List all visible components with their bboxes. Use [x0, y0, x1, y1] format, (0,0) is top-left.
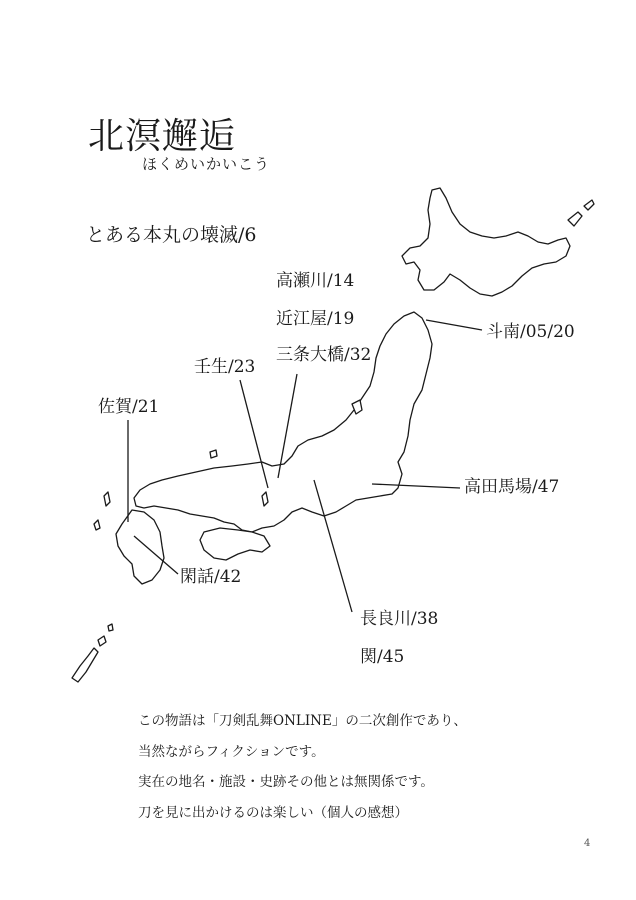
label-tonan: 斗南/05/20: [486, 322, 575, 342]
label-nagaragawa: 長良川/38: [360, 609, 439, 629]
label-takasegawa: 高瀬川/14: [276, 271, 355, 291]
page-number: 4: [584, 838, 591, 849]
disclaimer-line: 当然ながらフィクションです。: [138, 743, 325, 760]
title-reading: ほくめいかいこう: [142, 155, 271, 173]
label-omiya: 近江屋/19: [276, 309, 355, 329]
disclaimer-line: この物語は「刀剣乱舞ONLINE」の二次創作であり、: [138, 713, 467, 729]
disclaimer-line: 刀を見に出かけるのは楽しい（個人の感想）: [138, 804, 408, 821]
page-title: 北溟邂逅: [88, 116, 237, 157]
label-sanjo: 三条大橋/32: [276, 345, 372, 365]
label-kanwa: 閑話/42: [180, 567, 242, 587]
kyushu-island: [116, 510, 164, 584]
hokkaido-island: [402, 188, 570, 296]
label-saga: 佐賀/21: [98, 397, 160, 417]
label-takadanobaba: 高田馬場/47: [464, 477, 560, 497]
leader-tonan: [426, 320, 482, 330]
shikoku-island: [200, 528, 270, 560]
label-seki: 関/45: [360, 647, 405, 667]
disclaimer-line: 実在の地名・施設・史跡その他とは無関係です。: [138, 774, 434, 790]
intro-chapter: とある本丸の壊滅/6: [86, 224, 257, 246]
label-mibu: 壬生/23: [194, 357, 256, 377]
okinawa-islands: [72, 648, 98, 682]
disclaimer: [138, 706, 467, 828]
